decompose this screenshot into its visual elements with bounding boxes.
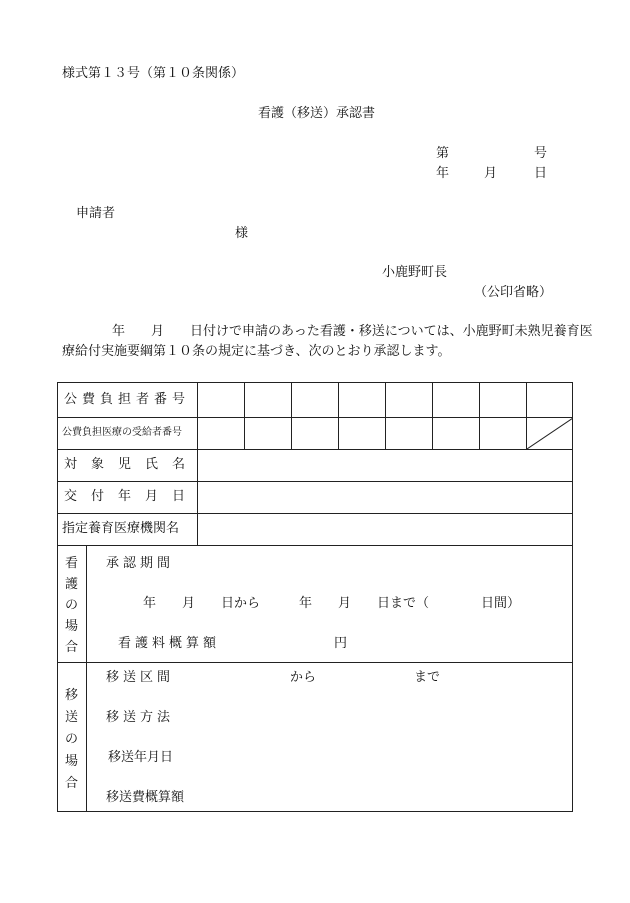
transfer-section-label: 移送区間: [106, 670, 175, 685]
seal-omitted: （公印省略）: [474, 285, 553, 300]
diagonal-slash: [527, 418, 573, 449]
transfer-date-label: 移送年月日: [108, 750, 174, 765]
nursing-side-char: 護: [65, 577, 79, 592]
label-payer-number: 公費負担者番号: [64, 392, 191, 407]
row-divider: [58, 449, 572, 450]
date-month: 月: [484, 166, 498, 181]
nursing-side-char: 合: [65, 640, 79, 655]
nursing-fee-unit: 円: [334, 636, 348, 651]
body-paragraph: [62, 322, 593, 362]
approval-period-label: 承認期間: [106, 556, 175, 571]
approval-table: [57, 382, 573, 812]
transfer-to-label: まで: [414, 670, 441, 685]
transfer-side-char: 場: [65, 754, 79, 769]
transfer-side-char: 送: [65, 710, 79, 725]
transfer-from-label: から: [290, 670, 317, 685]
transfer-method-label: 移送方法: [106, 710, 175, 725]
mayor-name: 小鹿野町長: [382, 265, 448, 280]
doc-number-suffix: 号: [534, 146, 548, 161]
transfer-side-char: の: [65, 732, 79, 747]
label-medical-institution: 指定養育医療機関名: [62, 521, 180, 536]
label-child-name: 対象児氏名: [64, 457, 200, 472]
row-divider: [58, 417, 572, 418]
digit-cell-divider: [338, 383, 339, 449]
nursing-fee-label: 看護料概算額: [118, 636, 221, 651]
digit-cell-divider: [432, 383, 433, 449]
date-year: 年: [436, 166, 450, 181]
body-line-1: 年 月 日付けで申請のあった看護・移送については、小鹿野町未熟児養育医: [112, 324, 593, 339]
nursing-side-char: 場: [65, 619, 79, 634]
honorific: 様: [235, 226, 249, 241]
row-divider: [58, 513, 572, 514]
transfer-side-char: 移: [65, 688, 79, 703]
nursing-side-char: 看: [65, 556, 79, 571]
body-line-2: 療給付実施要綱第１０条の規定に基づき、次のとおり承認します。: [62, 344, 451, 359]
label-issue-date: 交付年月日: [64, 489, 200, 504]
row-divider: [58, 545, 572, 546]
row-divider: [58, 481, 572, 482]
label-recipient-number: 公費負担医療の受給者番号: [62, 427, 182, 438]
digit-cell-divider: [479, 383, 480, 449]
row-divider: [58, 662, 572, 663]
transfer-side-char: 合: [65, 776, 79, 791]
approval-period-line: 年 月 日から 年 月 日まで（ 日間）: [143, 596, 521, 611]
digit-cell-divider: [385, 383, 386, 449]
document-title: 看護（移送）承認書: [258, 106, 376, 121]
doc-number-prefix: 第: [436, 146, 450, 161]
section-side-divider: [86, 545, 87, 811]
transfer-cost-label: 移送費概算額: [106, 790, 185, 805]
applicant-label: 申請者: [76, 206, 116, 221]
digit-cell-divider: [244, 383, 245, 449]
date-day: 日: [534, 166, 548, 181]
form-number: 様式第１３号（第１０条関係）: [62, 66, 245, 81]
digit-cell-divider: [291, 383, 292, 449]
nursing-side-char: の: [65, 598, 79, 613]
